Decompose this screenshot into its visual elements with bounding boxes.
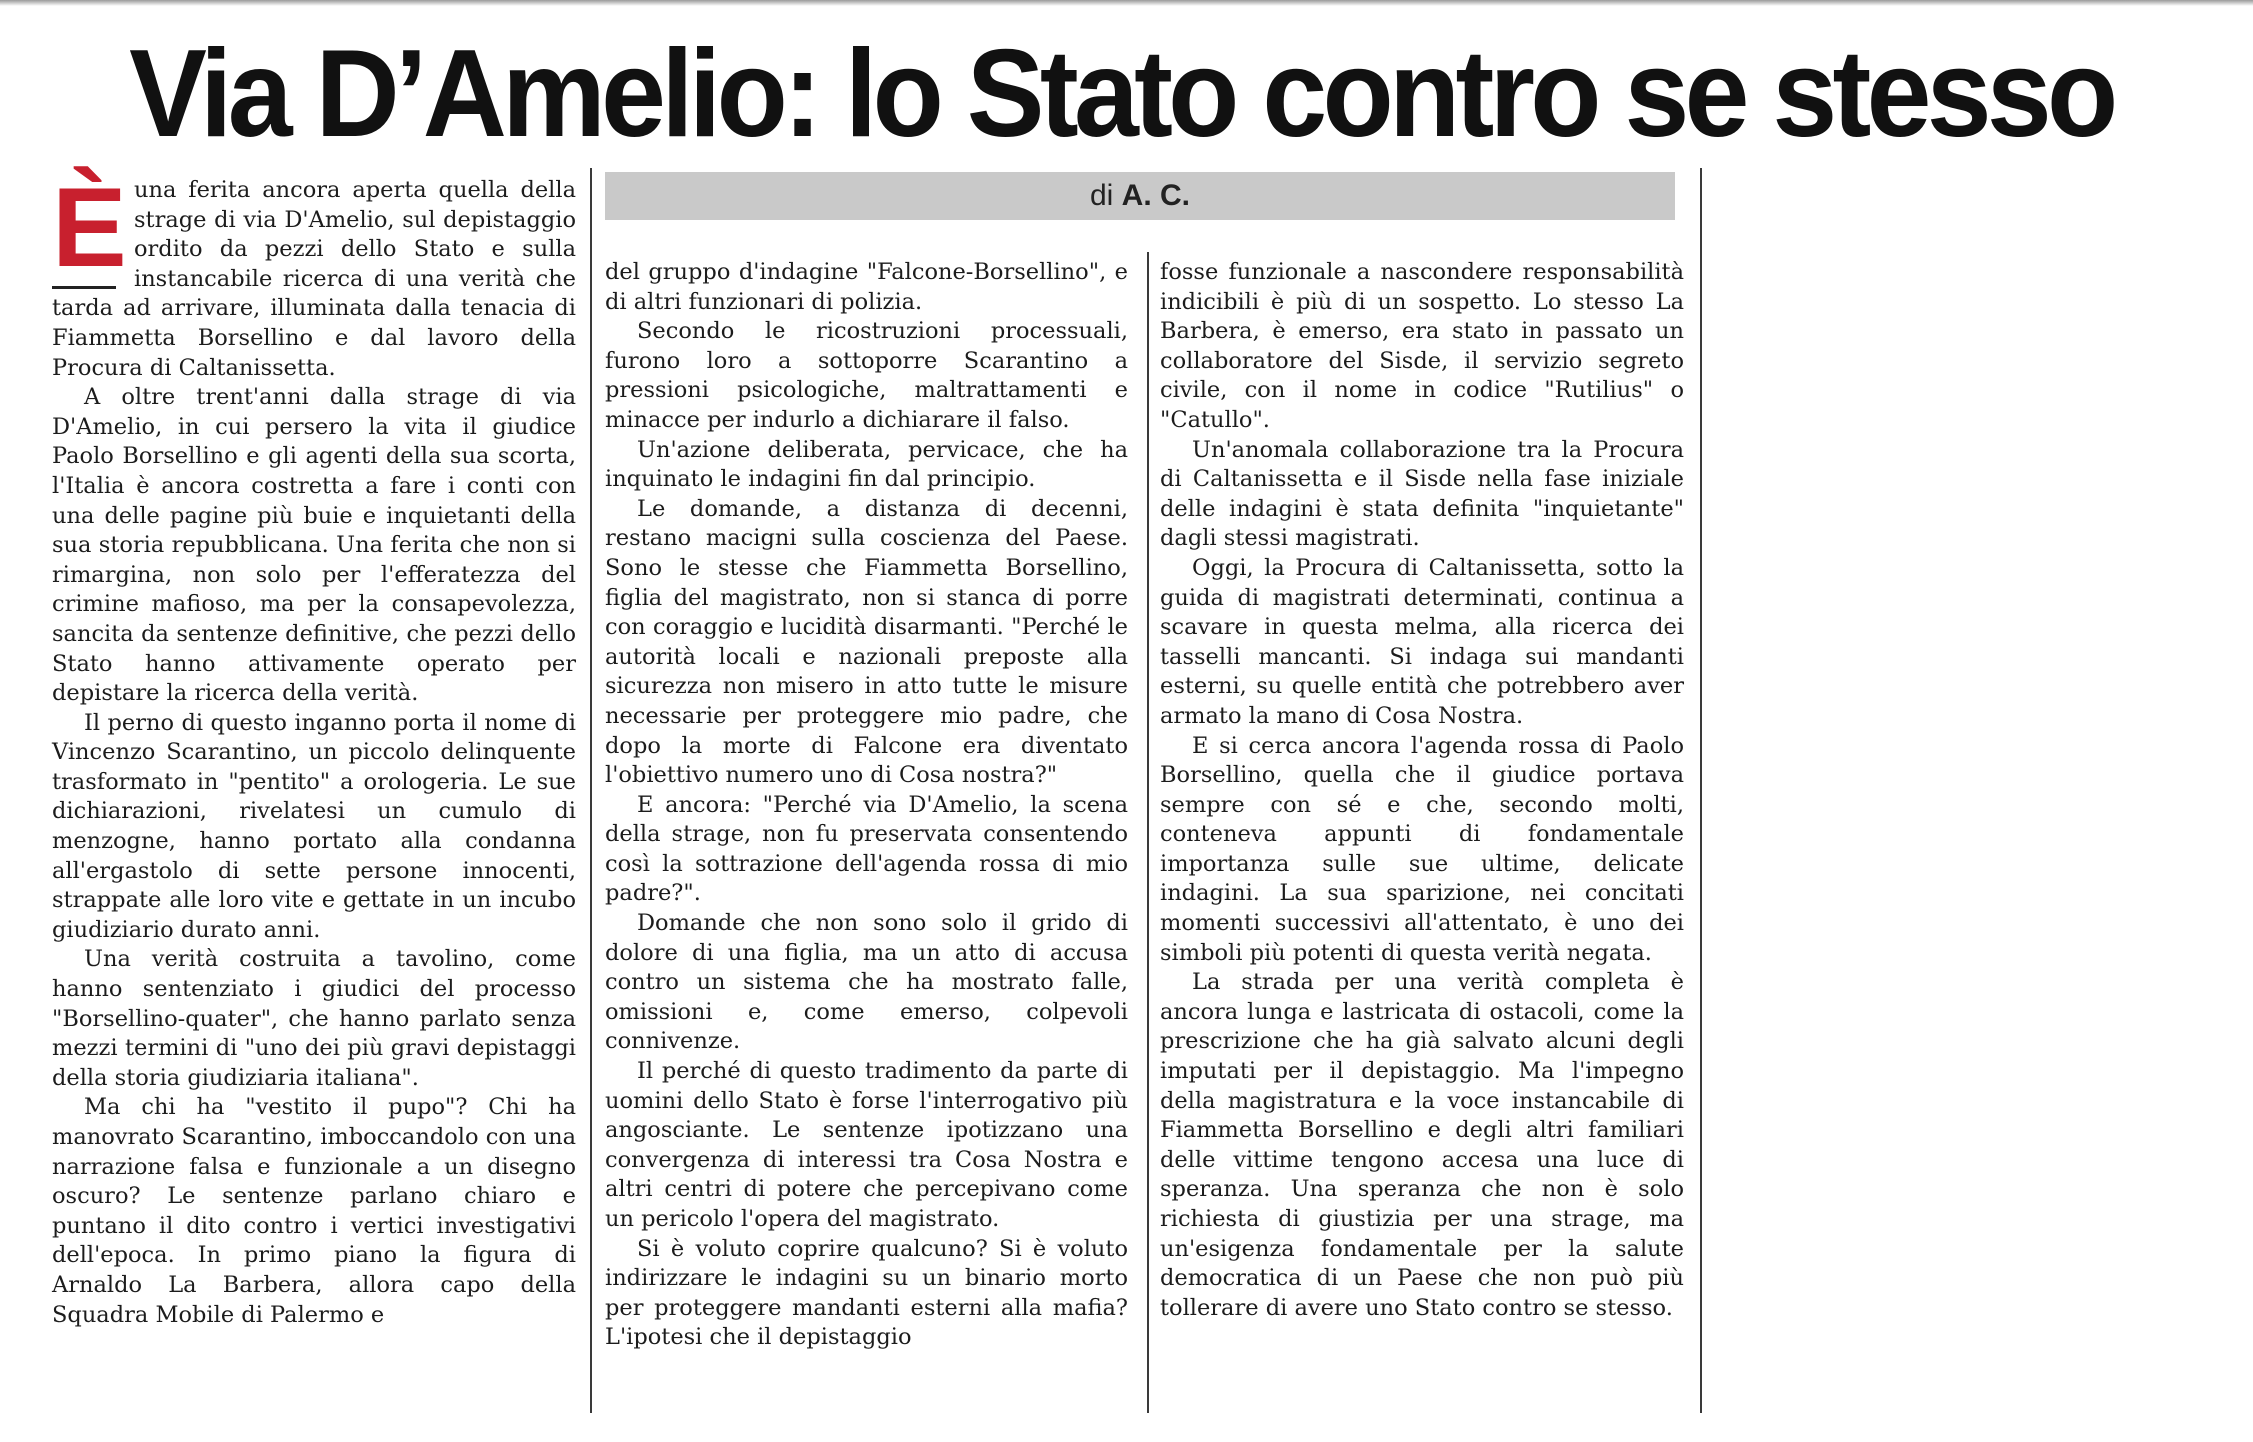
paragraph: del gruppo d'indagine "Falcone-Borsellino", e di altri funzionari di polizia. [605,259,1128,315]
article-column-3 [1160,258,1684,1323]
paragraph: Ma chi ha "vestito il pupo"? Chi ha manovrato Scarantino, imboccandolo con una narrazione falsa e funzionale a un disegno oscuro? Le sentenze parlano chiaro e puntano il dito contro i vertici investigativi dell'epoca. In primo piano la figura di Arnaldo La Barbera, allora capo della Squadra Mobile di Palermo e [52,1094,576,1328]
page-top-strip [0,0,2253,6]
paragraph: E si cerca ancora l'agenda rossa di Paolo Borsellino, quella che il giudice portava sempre con sé e che, secondo molti, conteneva appunti di fondamentale importanza sulle sue ultime, delicate indagini. La sua sparizione, nei concitati momenti successivi all'attentato, è uno dei simboli più potenti di questa verità negata. [1160,732,1684,966]
drop-cap: È [52,165,127,290]
paragraph: Si è voluto coprire qualcuno? Si è voluto indirizzare le indagini su un binario morto per proteggere mandanti esterni alla mafia? L'ipotesi che il depistaggio [605,1235,1128,1351]
paragraph: Il perché di questo tradimento da parte di uomini dello Stato è forse l'interrogativo più angosciante. Le sentenze ipotizzano una convergenza di interessi tra Cosa Nostra e altri centri di potere che percepivano come un pericolo l'opera del magistrato. [605,1058,1128,1232]
paragraph: Una verità costruita a tavolino, come hanno sentenziato i giudici del processo "Borsellino-quater", che hanno parlato senza mezzi termini di "uno dei più gravi depistaggi della storia giudiziaria italiana". [52,946,576,1091]
byline [605,172,1675,220]
paragraph: fosse funzionale a nascondere responsabilità indicibili è più di un sospetto. Lo stesso La Barbera, è emerso, era stato in passato un collaboratore del Sisde, il servizio segreto civile, con il nome in codice "Rutilius" o "Catullo". [1160,259,1684,433]
paragraph: Un'azione deliberata, pervicace, che ha inquinato le indagini fin dal principio. [605,436,1128,493]
byline-author: A. C. [1121,179,1191,212]
column-divider [1147,252,1149,1413]
byline-prefix: di [1089,179,1114,212]
paragraph: Il perno di questo inganno porta il nome di Vincenzo Scarantino, un piccolo delinquente trasformato in "pentito" a orologeria. Le sue dichiarazioni, rivelatesi un cumulo di menzogne, hanno portato alla condanna all'ergastolo di sette persone innocenti, strappate alle loro vite e gettate in un incubo giudiziario durato anni. [52,709,576,943]
paragraph: A oltre trent'anni dalla strage di via D'Amelio, in cui persero la vita il giudice Paolo Borsellino e gli agenti della sua scorta, l'Italia è ancora costretta a fare i conti con una delle pagine più buie e inquietanti della sua storia repubblicana. Una ferita che non si rimargina, non solo per l'efferatezza del crimine mafioso, ma per la consapevolezza, sancita da sentenze definitive, che pezzi dello Stato hanno attivamente operato per depistare la ricerca della verità. [52,384,576,707]
article-column-1 [52,165,576,1330]
paragraph: Secondo le ricostruzioni processuali, furono loro a sottoporre Scarantino a pressioni psicologiche, maltrattamenti e minacce per indurlo a dichiarare il falso. [605,318,1128,433]
column-divider [1700,168,1702,1413]
headline: Via D’Amelio: lo Stato contro se stesso [129,25,2114,163]
paragraph: E ancora: "Perché via D'Amelio, la scena della strage, non fu preservata consentendo così la sottrazione dell'agenda rossa di mio padre?". [605,791,1128,907]
paragraph: La strada per una verità completa è ancora lunga e lastricata di ostacoli, come la prescrizione che ha già salvato alcuni degli imputati per il depistaggio. Ma l'impegno della magistratura e la voce instancabile di Fiammetta Borsellino e degli altri familiari delle vittime tengono accesa una luce di speranza. Una speranza che non è solo richiesta di giustizia per una strage, ma un'esigenza fondamentale per la salute democratica di un Paese che non può più tollerare di avere uno Stato contro se stesso. [1160,969,1684,1321]
column-divider [590,168,592,1413]
paragraph: una ferita ancora aperta quella della strage di via D'Amelio, sul depistaggio ordito da pezzi dello Stato e sulla instancabile ricerca di una verità che tarda ad arrivare, illuminata dalla tenacia di Fiammetta Borsellino e dal lavoro della Procura di Caltanissetta. [52,177,576,381]
paragraph: Domande che non sono solo il grido di dolore di una figlia, ma un atto di accusa contro un sistema che ha mostrato falle, omissioni e, come emerso, colpevoli connivenze. [605,910,1128,1055]
article-column-2 [605,258,1128,1353]
paragraph: Oggi, la Procura di Caltanissetta, sotto la guida di magistrati determinati, continua a scavare in questa melma, alla ricerca dei tasselli mancanti. Si indaga sui mandanti esterni, su quelle entità che potrebbero aver armato la mano di Cosa Nostra. [1160,554,1684,729]
paragraph: Un'anomala collaborazione tra la Procura di Caltanissetta e il Sisde nella fase iniziale delle indagini è stata definita "inquietante" dagli stessi magistrati. [1160,436,1684,552]
paragraph: Le domande, a distanza di decenni, restano macigni sulla coscienza del Paese. Sono le stesse che Fiammetta Borsellino, figlia del magistrato, non si stanca di porre con coraggio e lucidità disarmanti. "Perché le autorità locali e nazionali preposte alla sicurezza non misero in atto tutte le misure necessarie per proteggere mio padre, che dopo la morte di Falcone era diventato l'obiettivo numero uno di Cosa nostra?" [605,495,1128,789]
